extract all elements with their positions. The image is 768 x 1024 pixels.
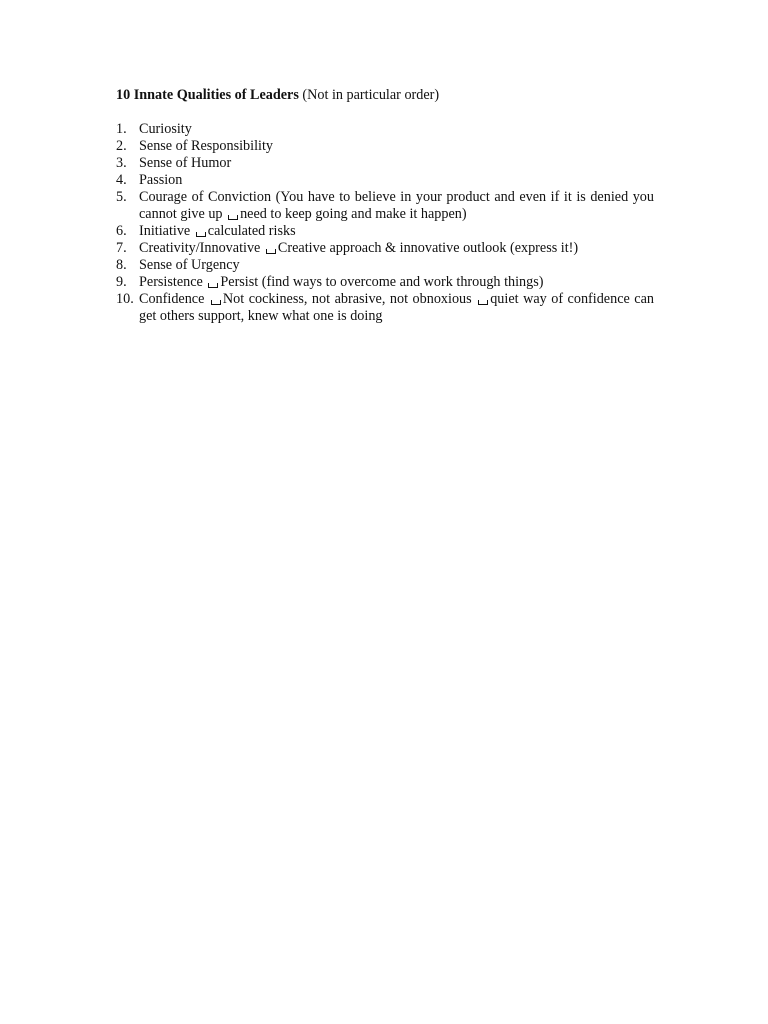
- list-item: [116, 291, 654, 325]
- dash-glyph-icon: [478, 300, 488, 305]
- item-number: 6.: [116, 223, 127, 239]
- item-number: 5.: [116, 189, 127, 205]
- item-text: quiet way of confidence can get others support, knew what one is doing: [139, 291, 654, 324]
- dash-glyph-icon: [266, 249, 276, 254]
- title-bold: 10 Innate Qualities of Leaders: [116, 87, 299, 103]
- item-number: 7.: [116, 240, 127, 256]
- item-number: 10.: [116, 291, 134, 307]
- dash-glyph-icon: [211, 300, 221, 305]
- dash-glyph-icon: [228, 215, 238, 220]
- item-text: Sense of Urgency: [139, 257, 240, 273]
- item-text: Sense of Humor: [139, 155, 232, 171]
- item-number: 1.: [116, 121, 127, 137]
- dash-glyph-icon: [208, 283, 218, 288]
- item-text: Confidence: [139, 291, 205, 307]
- document-title: [116, 87, 656, 104]
- item-text: Initiative: [139, 223, 191, 239]
- item-number: 9.: [116, 274, 127, 290]
- list-item: [116, 189, 654, 223]
- list-item: [116, 257, 654, 274]
- item-number: 2.: [116, 138, 127, 154]
- item-text: calculated risks: [207, 223, 296, 239]
- item-text: Creativity/Innovative: [139, 240, 261, 256]
- item-text: need to keep going and make it happen): [240, 206, 467, 222]
- item-text: Curiosity: [139, 121, 192, 137]
- list-item: [116, 172, 654, 189]
- item-text: Not cockiness, not abrasive, not obnoxious: [222, 291, 472, 307]
- item-text: Persist (find ways to overcome and work through things): [220, 274, 544, 290]
- item-number: 4.: [116, 172, 127, 188]
- dash-glyph-icon: [196, 232, 206, 237]
- list-item: [116, 274, 654, 291]
- item-text: Persistence: [139, 274, 203, 290]
- item-text: Creative approach & innovative outlook (express it!): [277, 240, 579, 256]
- list-item: [116, 138, 654, 155]
- item-text: Passion: [139, 172, 183, 188]
- list-item: [116, 121, 654, 138]
- item-text: Sense of Responsibility: [139, 138, 273, 154]
- qualities-list: [116, 121, 654, 325]
- list-item: [116, 155, 654, 172]
- item-number: 8.: [116, 257, 127, 273]
- title-subtitle: (Not in particular order): [298, 87, 440, 103]
- item-number: 3.: [116, 155, 127, 171]
- item-text: Courage of Conviction (You have to believe in your product and even if it is denied you cannot give up: [139, 189, 654, 222]
- list-item: [116, 223, 654, 240]
- list-item: [116, 240, 654, 257]
